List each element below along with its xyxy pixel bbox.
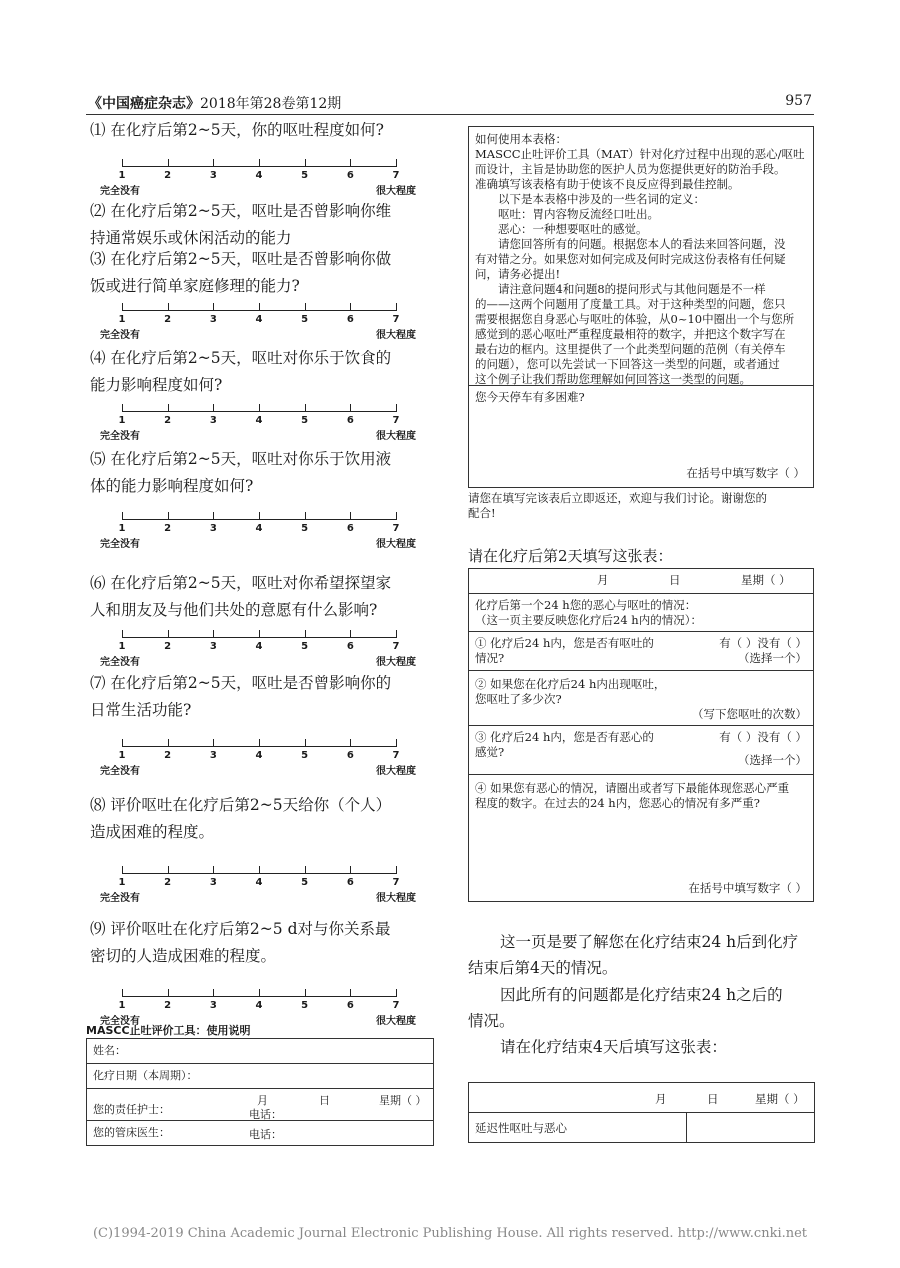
scale-tick bbox=[305, 630, 306, 638]
question-9-line2: 密切的人造成困难的程度。 bbox=[90, 947, 277, 965]
scale-number[interactable]: 4 bbox=[255, 1000, 263, 1011]
scale-number[interactable]: 4 bbox=[255, 170, 263, 181]
scale-tick bbox=[396, 512, 397, 520]
scale-number[interactable]: 3 bbox=[209, 641, 217, 652]
question-7 bbox=[90, 670, 435, 724]
day2-title: 请在化疗后第2天填写这张表： bbox=[468, 547, 673, 565]
scale-number[interactable]: 5 bbox=[301, 415, 309, 426]
day2-weekday: 星期（ ） bbox=[741, 573, 791, 587]
day2-q4[interactable] bbox=[469, 775, 813, 903]
question-3-line2: 饭或进行简单家庭修理的能力? bbox=[90, 277, 300, 295]
scale-tick bbox=[122, 989, 123, 997]
usage-title: MASCC止吐评价工具：使用说明 bbox=[86, 1024, 251, 1037]
scale-high-label: 很大程度 bbox=[376, 1016, 416, 1027]
scale-number[interactable]: 6 bbox=[346, 170, 354, 181]
usage-table bbox=[86, 1038, 434, 1146]
day2-intro-line1: 化疗后第一个24 h您的恶心与呕吐的情况： bbox=[475, 598, 697, 612]
scale-number[interactable]: 6 bbox=[346, 877, 354, 888]
q3-choose: （选择一个） bbox=[738, 753, 807, 767]
scale-number[interactable]: 1 bbox=[118, 750, 126, 761]
bottom-p2-line1: 因此所有的问题都是化疗结束24 h之后的 bbox=[500, 986, 783, 1004]
scale-number[interactable]: 2 bbox=[164, 750, 172, 761]
q2-line2: 您呕吐了多少次? bbox=[475, 692, 562, 706]
question-8-line1: ⑻ 评价呕吐在化疗后第2~5天给你（个人） bbox=[90, 796, 392, 814]
instructions-text bbox=[469, 127, 813, 385]
scale-tick bbox=[259, 303, 260, 311]
nurse-phone: 电话： bbox=[249, 1108, 282, 1121]
bottom-p1-line2: 结束后第4天的情况。 bbox=[468, 959, 618, 977]
example-answer[interactable]: 在括号中填写数字（ ） bbox=[686, 466, 805, 480]
question-5-line1: ⑸ 在化疗后第2~5天，呕吐对你乐于饮用液 bbox=[90, 450, 392, 468]
scale-number[interactable]: 1 bbox=[118, 415, 126, 426]
question-4-line1: ⑷ 在化疗后第2~5天，呕吐对你乐于饮食的 bbox=[90, 349, 392, 367]
day2-intro bbox=[469, 594, 813, 632]
scale-low-label: 完全没有 bbox=[100, 330, 140, 341]
scale-tick bbox=[168, 866, 169, 874]
scale-tick bbox=[213, 630, 214, 638]
question-4 bbox=[90, 345, 435, 399]
q3-options[interactable]: 有（ ）没有（ ） bbox=[719, 730, 807, 744]
question-2-line1: ⑵ 在化疗后第2~5天，呕吐是否曾影响你维 bbox=[90, 202, 392, 220]
instruction-line: 感觉到的恶心呕吐严重程度最相符的数字，并把这个数字写在 bbox=[475, 327, 786, 341]
question-8-line2: 造成困难的程度。 bbox=[90, 823, 215, 841]
scale-tick bbox=[396, 630, 397, 638]
scale-number[interactable]: 2 bbox=[164, 314, 172, 325]
scale-tick bbox=[305, 866, 306, 874]
after-note-line1: 请您在填写完该表后立即返还，欢迎与我们讨论。谢谢您的 bbox=[468, 491, 767, 505]
q1-line1: ① 化疗后24 h内，您是否有呕吐的 bbox=[475, 636, 654, 650]
scale-number[interactable]: 4 bbox=[255, 415, 263, 426]
day4-weekday: 星期（ ） bbox=[755, 1092, 805, 1106]
scale-tick bbox=[305, 159, 306, 167]
scale-tick bbox=[396, 404, 397, 412]
day4-form bbox=[468, 1082, 815, 1143]
instruction-line: 的——这两个问题用了度量工具。对于这种类型的问题，您只 bbox=[475, 297, 786, 311]
question-6 bbox=[90, 570, 435, 624]
scale-tick bbox=[350, 866, 351, 874]
day2-q1[interactable] bbox=[469, 632, 813, 671]
day2-q3[interactable] bbox=[469, 726, 813, 775]
scale-tick bbox=[122, 630, 123, 638]
scale-number[interactable]: 5 bbox=[301, 314, 309, 325]
q3-line1: ③ 化疗后24 h内，您是否有恶心的 bbox=[475, 730, 654, 744]
nurse-month: 月 bbox=[257, 1094, 268, 1107]
scale-high-label: 很大程度 bbox=[376, 893, 416, 904]
nurse-day: 日 bbox=[319, 1094, 330, 1107]
day4-month: 月 bbox=[655, 1092, 667, 1106]
rating-scale-1[interactable] bbox=[96, 155, 426, 195]
scale-tick bbox=[213, 303, 214, 311]
scale-tick bbox=[396, 739, 397, 747]
scale-high-label: 很大程度 bbox=[376, 186, 416, 197]
scale-tick bbox=[259, 159, 260, 167]
scale-tick bbox=[259, 630, 260, 638]
copyright-footer: (C)1994-2019 China Academic Journal Electronic Publishing House. All rights reserved. http://www.cnki.net bbox=[92, 1226, 808, 1241]
question-5-line2: 体的能力影响程度如何? bbox=[90, 477, 254, 495]
scale-tick bbox=[168, 303, 169, 311]
scale-number[interactable]: 7 bbox=[392, 415, 400, 426]
day4-row-value[interactable] bbox=[687, 1113, 815, 1143]
day4-date-row[interactable] bbox=[469, 1083, 815, 1113]
scale-tick bbox=[396, 159, 397, 167]
scale-tick bbox=[213, 512, 214, 520]
scale-low-label: 完全没有 bbox=[100, 893, 140, 904]
scale-number[interactable]: 1 bbox=[118, 523, 126, 534]
instructions-box bbox=[468, 126, 814, 488]
scale-number[interactable]: 5 bbox=[301, 641, 309, 652]
q2-line1: ② 如果您在化疗后24 h内出现呕吐， bbox=[475, 677, 666, 691]
scale-tick bbox=[168, 630, 169, 638]
scale-low-label: 完全没有 bbox=[100, 539, 140, 550]
scale-number[interactable]: 1 bbox=[118, 314, 126, 325]
scale-number[interactable]: 1 bbox=[118, 170, 126, 181]
scale-number[interactable]: 4 bbox=[255, 523, 263, 534]
scale-number[interactable]: 3 bbox=[209, 314, 217, 325]
scale-low-label: 完全没有 bbox=[100, 1016, 140, 1027]
question-1 bbox=[90, 117, 435, 144]
instruction-line: MASCC止吐评价工具（MAT）针对化疗过程中出现的恶心/呕吐 bbox=[475, 147, 805, 161]
rating-scale-7[interactable] bbox=[96, 735, 426, 775]
journal-header bbox=[88, 93, 341, 113]
q4-line1: ④ 如果您有恶心的情况，请圈出或者写下最能体现您恶心严重 bbox=[475, 781, 790, 795]
scale-number[interactable]: 6 bbox=[346, 523, 354, 534]
rating-scale-3[interactable] bbox=[96, 299, 426, 339]
scale-tick bbox=[350, 512, 351, 520]
page-number: 957 bbox=[785, 93, 812, 109]
q3-line2: 感觉? bbox=[475, 745, 505, 759]
scale-tick bbox=[213, 989, 214, 997]
scale-number[interactable]: 4 bbox=[255, 750, 263, 761]
question-8 bbox=[90, 792, 435, 846]
day2-q2[interactable] bbox=[469, 671, 813, 726]
question-7-line2: 日常生活功能? bbox=[90, 701, 192, 719]
scale-high-label: 很大程度 bbox=[376, 330, 416, 341]
scale-number[interactable]: 3 bbox=[209, 877, 217, 888]
scale-number[interactable]: 2 bbox=[164, 523, 172, 534]
scale-tick bbox=[122, 866, 123, 874]
instruction-line: 这个例子让我们帮助您理解如何回答这一类型的问题。 bbox=[475, 372, 751, 386]
question-6-line2: 人和朋友及与他们共处的意愿有什么影响? bbox=[90, 601, 378, 619]
question-3-line1: ⑶ 在化疗后第2~5天，呕吐是否曾影响你做 bbox=[90, 250, 392, 268]
scale-number[interactable]: 7 bbox=[392, 877, 400, 888]
scale-number[interactable]: 2 bbox=[164, 170, 172, 181]
scale-number[interactable]: 7 bbox=[392, 750, 400, 761]
scale-tick bbox=[305, 404, 306, 412]
question-5 bbox=[90, 446, 435, 500]
after-note bbox=[468, 491, 818, 521]
scale-tick bbox=[213, 866, 214, 874]
q4-answer[interactable]: 在括号中填写数字（ ） bbox=[688, 881, 807, 895]
scale-tick bbox=[350, 989, 351, 997]
instruction-line: 恶心：一种想要呕吐的感觉。 bbox=[475, 222, 648, 236]
scale-tick bbox=[350, 303, 351, 311]
scale-number[interactable]: 3 bbox=[209, 415, 217, 426]
nurse-weekday: 星期（ ） bbox=[379, 1094, 427, 1107]
scale-number[interactable]: 5 bbox=[301, 170, 309, 181]
date-label: 化疗日期（本周期）： bbox=[93, 1069, 198, 1082]
journal-issue: 2018年第28卷第12期 bbox=[200, 96, 342, 112]
instruction-line: 问，请务必提出! bbox=[475, 267, 561, 281]
scale-tick bbox=[213, 404, 214, 412]
scale-number[interactable]: 5 bbox=[301, 523, 309, 534]
scale-tick bbox=[305, 303, 306, 311]
scale-number[interactable]: 2 bbox=[164, 415, 172, 426]
question-9 bbox=[90, 916, 435, 970]
q1-line2: 情况? bbox=[475, 651, 505, 665]
doctor-label: 您的管床医生： bbox=[93, 1126, 170, 1139]
scale-tick bbox=[122, 404, 123, 412]
scale-tick bbox=[122, 739, 123, 747]
scale-tick bbox=[168, 159, 169, 167]
instruction-line: 请注意问题4和问题8的提问形式与其他问题是不一样 bbox=[475, 282, 766, 296]
scale-number[interactable]: 4 bbox=[255, 641, 263, 652]
scale-number[interactable]: 2 bbox=[164, 641, 172, 652]
day2-form bbox=[468, 568, 814, 902]
nurse-label: 您的责任护士： bbox=[93, 1103, 170, 1116]
scale-number[interactable]: 7 bbox=[392, 1000, 400, 1011]
question-9-line1: ⑼ 评价呕吐在化疗后第2~5 d对与你关系最 bbox=[90, 920, 391, 938]
q1-choose: （选择一个） bbox=[738, 651, 807, 665]
scale-number[interactable]: 2 bbox=[164, 1000, 172, 1011]
q4-line2: 程度的数字。在过去的24 h内，您恶心的情况有多严重? bbox=[475, 796, 760, 810]
question-4-line2: 能力影响程度如何? bbox=[90, 376, 223, 394]
question-2 bbox=[90, 198, 435, 252]
rating-scale-4[interactable] bbox=[96, 400, 426, 440]
scale-high-label: 很大程度 bbox=[376, 657, 416, 668]
scale-tick bbox=[259, 512, 260, 520]
scale-number[interactable]: 1 bbox=[118, 641, 126, 652]
scale-number[interactable]: 3 bbox=[209, 1000, 217, 1011]
scale-tick bbox=[122, 512, 123, 520]
q2-note: （写下您呕吐的次数） bbox=[692, 707, 807, 721]
scale-low-label: 完全没有 bbox=[100, 657, 140, 668]
rating-scale-8[interactable] bbox=[96, 862, 426, 902]
bottom-p1-line1: 这一页是要了解您在化疗结束24 h后到化疗 bbox=[500, 933, 799, 951]
scale-number[interactable]: 3 bbox=[209, 750, 217, 761]
scale-high-label: 很大程度 bbox=[376, 431, 416, 442]
question-2-line2: 持通常娱乐或休闲活动的能力 bbox=[90, 229, 292, 247]
scale-number[interactable]: 5 bbox=[301, 1000, 309, 1011]
q1-options[interactable]: 有（ ）没有（ ） bbox=[719, 636, 807, 650]
scale-number[interactable]: 3 bbox=[209, 523, 217, 534]
scale-number[interactable]: 1 bbox=[118, 877, 126, 888]
scale-tick bbox=[168, 512, 169, 520]
scale-number[interactable]: 6 bbox=[346, 1000, 354, 1011]
scale-number[interactable]: 4 bbox=[255, 877, 263, 888]
bottom-paragraph-3: 请在化疗结束4天后填写这张表： bbox=[500, 1038, 727, 1056]
scale-tick bbox=[168, 739, 169, 747]
name-label: 姓名： bbox=[93, 1044, 126, 1057]
day2-intro-line2: （这一页主要反映您化疗后24 h内的情况）： bbox=[475, 613, 702, 627]
bottom-paragraph-2 bbox=[468, 982, 818, 1034]
scale-number[interactable]: 6 bbox=[346, 314, 354, 325]
scale-tick bbox=[305, 512, 306, 520]
scale-tick bbox=[122, 159, 123, 167]
scale-low-label: 完全没有 bbox=[100, 186, 140, 197]
question-3 bbox=[90, 246, 435, 300]
date-cell[interactable] bbox=[87, 1064, 434, 1089]
scale-tick bbox=[396, 866, 397, 874]
scale-low-label: 完全没有 bbox=[100, 766, 140, 777]
instruction-line: 最右边的框内。这里提供了一个此类型问题的范例（有关停车 bbox=[475, 342, 786, 356]
instruction-line: 呕吐：胃内容物反流经口吐出。 bbox=[475, 207, 659, 221]
scale-number[interactable]: 5 bbox=[301, 877, 309, 888]
example-question: 您今天停车有多困难? bbox=[475, 390, 585, 404]
instruction-line: 以下是本表格中涉及的一些名词的定义： bbox=[475, 192, 705, 206]
scale-number[interactable]: 7 bbox=[392, 170, 400, 181]
instruction-line: 有对错之分。如果您对如何完成及何时完成这份表格有任何疑 bbox=[475, 252, 786, 266]
scale-high-label: 很大程度 bbox=[376, 539, 416, 550]
day2-date-row[interactable] bbox=[469, 569, 813, 594]
scale-tick bbox=[350, 404, 351, 412]
question-1-line1: ⑴ 在化疗后第2~5天，你的呕吐程度如何? bbox=[90, 121, 384, 139]
scale-tick bbox=[213, 739, 214, 747]
scale-tick bbox=[213, 159, 214, 167]
rating-scale-9[interactable] bbox=[96, 985, 426, 1025]
scale-tick bbox=[259, 739, 260, 747]
scale-tick bbox=[259, 989, 260, 997]
nurse-cell[interactable] bbox=[87, 1089, 434, 1121]
doctor-cell[interactable] bbox=[87, 1121, 434, 1146]
journal-name: 《中国癌症杂志》 bbox=[88, 96, 200, 112]
day4-row-label: 延迟性呕吐与恶心 bbox=[469, 1113, 687, 1143]
scale-number[interactable]: 3 bbox=[209, 170, 217, 181]
instruction-line: 而设计，主旨是协助您的医护人员为您提供更好的防治手段。 bbox=[475, 162, 786, 176]
scale-tick bbox=[350, 159, 351, 167]
doctor-phone: 电话： bbox=[249, 1128, 282, 1141]
question-7-line1: ⑺ 在化疗后第2~5天，呕吐是否曾影响你的 bbox=[90, 674, 392, 692]
scale-number[interactable]: 6 bbox=[346, 750, 354, 761]
scale-tick bbox=[396, 989, 397, 997]
name-cell[interactable] bbox=[87, 1039, 434, 1064]
scale-tick bbox=[350, 630, 351, 638]
scale-number[interactable]: 2 bbox=[164, 877, 172, 888]
day4-day: 日 bbox=[707, 1092, 719, 1106]
scale-tick bbox=[305, 989, 306, 997]
scale-low-label: 完全没有 bbox=[100, 431, 140, 442]
header-rule bbox=[86, 114, 814, 115]
scale-tick bbox=[259, 866, 260, 874]
rating-scale-5[interactable] bbox=[96, 508, 426, 548]
scale-tick bbox=[350, 739, 351, 747]
example-section bbox=[469, 385, 813, 489]
scale-number[interactable]: 1 bbox=[118, 1000, 126, 1011]
scale-tick bbox=[168, 404, 169, 412]
instruction-line: 准确填写该表格有助于使该不良反应得到最佳控制。 bbox=[475, 177, 740, 191]
scale-number[interactable]: 4 bbox=[255, 314, 263, 325]
scale-tick bbox=[122, 303, 123, 311]
scale-number[interactable]: 5 bbox=[301, 750, 309, 761]
instruction-line: 需要根据您自身恶心与呕吐的体验，从0~10中圈出一个与您所 bbox=[475, 312, 795, 326]
instruction-line: 如何使用本表格： bbox=[475, 132, 567, 146]
bottom-paragraph-1 bbox=[468, 929, 818, 981]
scale-number[interactable]: 6 bbox=[346, 641, 354, 652]
question-6-line1: ⑹ 在化疗后第2~5天，呕吐对你希望探望家 bbox=[90, 574, 392, 592]
rating-scale-6[interactable] bbox=[96, 626, 426, 666]
scale-number[interactable]: 6 bbox=[346, 415, 354, 426]
bottom-p2-line2: 情况。 bbox=[468, 1012, 515, 1030]
day2-month: 月 bbox=[597, 573, 609, 587]
scale-number[interactable]: 7 bbox=[392, 641, 400, 652]
scale-number[interactable]: 7 bbox=[392, 314, 400, 325]
scale-tick bbox=[259, 404, 260, 412]
scale-tick bbox=[305, 739, 306, 747]
scale-tick bbox=[168, 989, 169, 997]
day2-day: 日 bbox=[669, 573, 681, 587]
scale-tick bbox=[396, 303, 397, 311]
scale-number[interactable]: 7 bbox=[392, 523, 400, 534]
after-note-line2: 配合! bbox=[468, 506, 496, 520]
instruction-line: 请您回答所有的问题。根据您本人的看法来回答问题，没 bbox=[475, 237, 786, 251]
instruction-line: 的问题），您可以先尝试一下回答这一类型的问题，或者通过 bbox=[475, 357, 780, 371]
scale-high-label: 很大程度 bbox=[376, 766, 416, 777]
